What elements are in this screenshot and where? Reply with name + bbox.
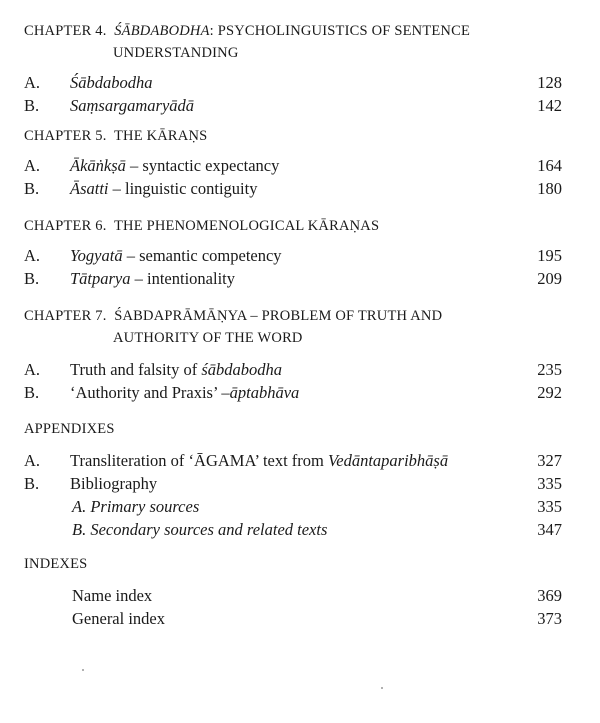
entry-page: 195 bbox=[537, 246, 562, 265]
entry-title: Name index bbox=[72, 586, 153, 605]
entry-title-italic: śābdabodha bbox=[201, 360, 283, 379]
toc-entry bbox=[0, 71, 600, 94]
entry-page: 209 bbox=[537, 269, 562, 288]
toc-entry bbox=[0, 267, 600, 290]
entry-title-italic: Vedāntaparibhāṣā bbox=[328, 451, 449, 470]
chapter-6-label: CHAPTER 6. bbox=[24, 218, 107, 234]
entry-title-rest: – semantic competency bbox=[122, 246, 282, 265]
entry-page: 164 bbox=[537, 156, 562, 175]
entry-title: B. Secondary sources and related texts bbox=[72, 520, 328, 539]
entry-title-rest: – linguistic contiguity bbox=[108, 179, 258, 198]
chapter-7-section bbox=[0, 305, 600, 404]
entry-title: Saṃsargamaryādā bbox=[70, 96, 195, 115]
entry-title-rest: Truth and falsity of bbox=[70, 360, 202, 379]
chapter-4-title-italic: ŚĀBDABODHA bbox=[114, 23, 210, 39]
chapter-6-title: THE PHENOMENOLOGICAL KĀRAṆAS bbox=[113, 218, 380, 234]
entry-page: 373 bbox=[537, 609, 562, 628]
entry-page: 347 bbox=[537, 520, 562, 539]
entry-title-italic: Tātparya bbox=[70, 269, 131, 288]
chapter-7-title: ŚABDAPRĀMĀṆYA – PROBLEM OF TRUTH AND bbox=[114, 308, 443, 324]
entry-letter: A. bbox=[24, 73, 41, 92]
entry-page: 327 bbox=[537, 451, 562, 470]
entry-page: 369 bbox=[537, 586, 562, 605]
entry-letter: B. bbox=[24, 179, 40, 198]
entry-letter: B. bbox=[24, 474, 40, 493]
entry-title: Bibliography bbox=[70, 474, 158, 493]
toc-entry bbox=[0, 154, 600, 177]
paper-speck bbox=[381, 687, 383, 689]
toc-entry bbox=[0, 607, 600, 630]
toc-entry bbox=[0, 177, 600, 200]
toc-entry bbox=[0, 358, 600, 381]
chapter-6-section bbox=[0, 215, 600, 290]
toc-entry bbox=[0, 518, 600, 541]
entry-letter: B. bbox=[24, 96, 40, 115]
entry-title-rest: Transliteration of ‘ĀGAMA’ text from bbox=[70, 451, 329, 470]
chapter-7-title-line2: AUTHORITY OF THE WORD bbox=[113, 330, 303, 346]
chapter-5-heading bbox=[0, 125, 544, 147]
entry-title: A. Primary sources bbox=[72, 497, 200, 516]
entry-page: 180 bbox=[537, 179, 562, 198]
toc-entry bbox=[0, 472, 600, 495]
chapter-4-title-rest: : PSYCHOLINGUISTICS OF SENTENCE bbox=[209, 23, 471, 39]
chapter-6-heading bbox=[0, 215, 544, 237]
entry-letter: A. bbox=[24, 451, 41, 470]
toc-entry bbox=[0, 449, 600, 472]
chapter-4-label: CHAPTER 4. bbox=[24, 23, 107, 39]
entry-page: 292 bbox=[537, 383, 562, 402]
entry-title-italic: Yogyatā bbox=[70, 246, 123, 265]
entry-title-rest: – intentionality bbox=[130, 269, 236, 288]
indexes-heading: INDEXES bbox=[24, 556, 88, 572]
chapter-4-title-line2: UNDERSTANDING bbox=[113, 45, 239, 61]
entry-letter: A. bbox=[24, 156, 41, 175]
chapter-5-label: CHAPTER 5. bbox=[24, 128, 107, 144]
chapter-7-heading bbox=[0, 305, 544, 349]
entry-title-rest: – syntactic expectancy bbox=[125, 156, 280, 175]
entry-page: 335 bbox=[537, 474, 562, 493]
appendixes-section bbox=[0, 418, 600, 541]
toc-entry bbox=[0, 244, 600, 267]
entry-letter: A. bbox=[24, 360, 41, 379]
entry-page: 128 bbox=[537, 73, 562, 92]
toc-entry bbox=[0, 94, 600, 117]
chapter-4-heading bbox=[0, 20, 544, 64]
entry-letter: B. bbox=[24, 383, 40, 402]
entry-page: 335 bbox=[537, 497, 562, 516]
entry-title-italic: Ākāṅkṣā bbox=[70, 156, 126, 175]
paper-speck bbox=[82, 669, 84, 671]
entry-page: 235 bbox=[537, 360, 562, 379]
toc-entry bbox=[0, 584, 600, 607]
appendixes-heading: APPENDIXES bbox=[24, 421, 115, 437]
entry-letter: A. bbox=[24, 246, 41, 265]
entry-title: General index bbox=[72, 609, 165, 628]
entry-title-rest: ‘Authority and Praxis’ – bbox=[70, 383, 230, 402]
chapter-7-label: CHAPTER 7. bbox=[24, 308, 107, 324]
chapter-5-section bbox=[0, 125, 600, 200]
toc-entry bbox=[0, 381, 600, 404]
indexes-section bbox=[0, 553, 600, 630]
toc-entry bbox=[0, 495, 600, 518]
chapter-4-section bbox=[0, 20, 600, 117]
entry-title: Śābdabodha bbox=[70, 73, 153, 92]
entry-page: 142 bbox=[537, 96, 562, 115]
entry-letter: B. bbox=[24, 269, 40, 288]
entry-title-italic: Āsatti bbox=[70, 179, 109, 198]
chapter-5-title: THE KĀRAṆS bbox=[113, 128, 208, 144]
entry-title-italic: āptabhāva bbox=[229, 383, 300, 402]
